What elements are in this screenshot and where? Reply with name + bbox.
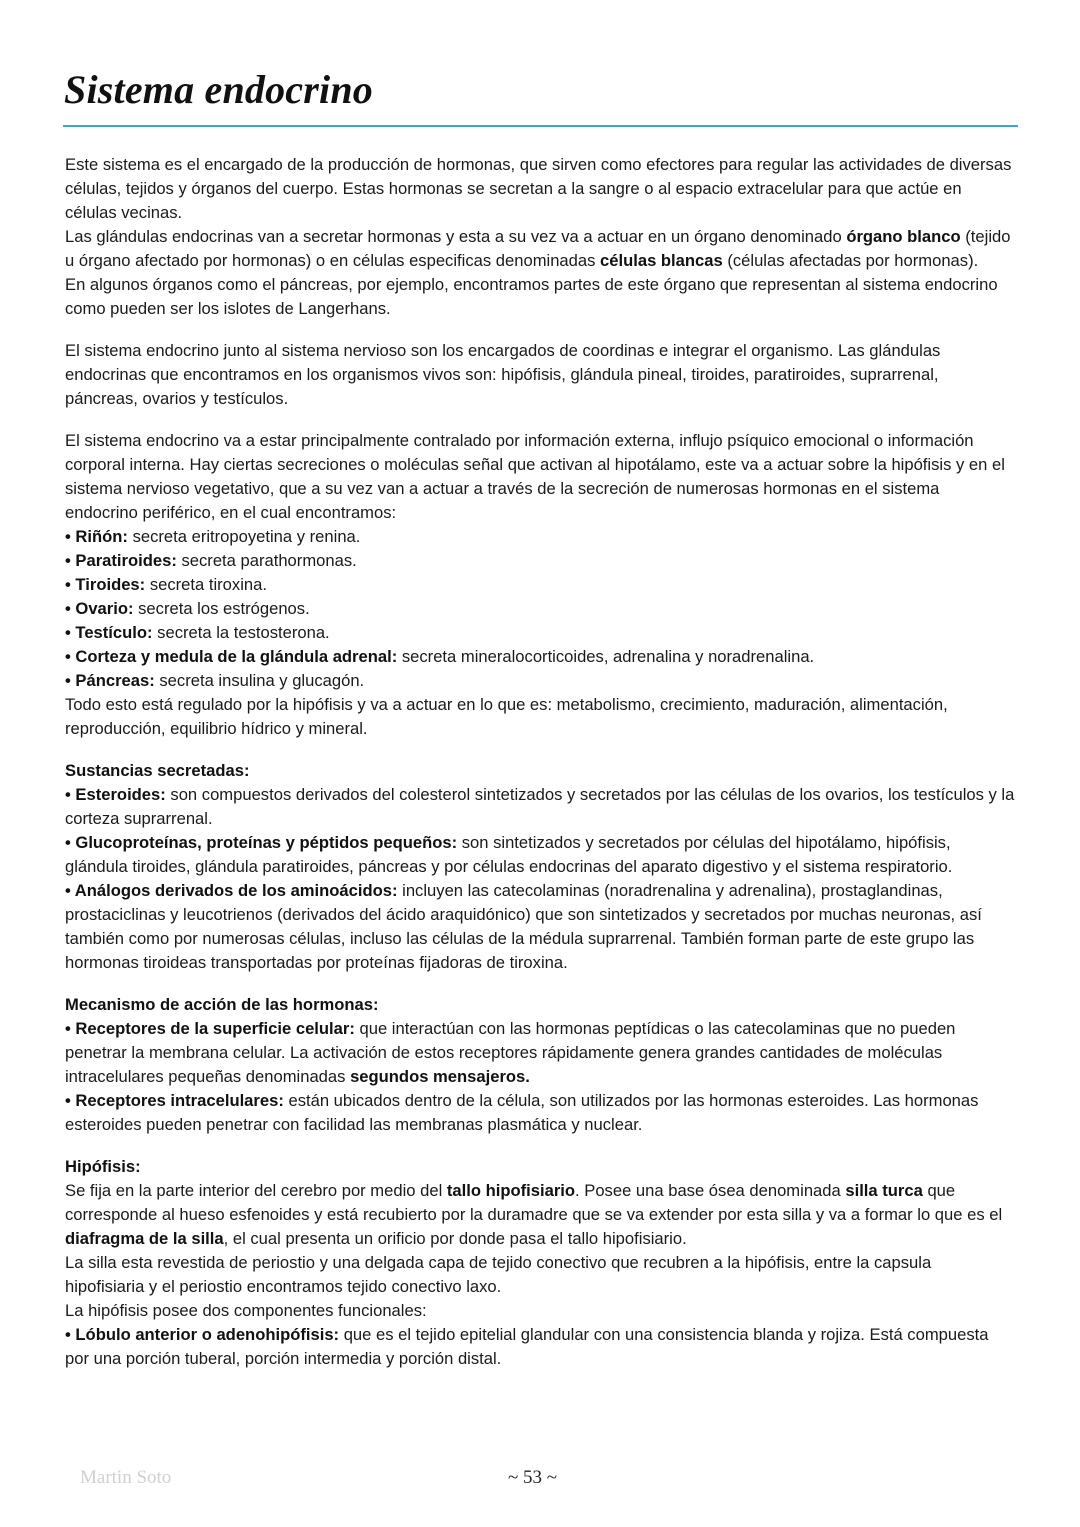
page-title: Sistema endocrino (64, 67, 373, 112)
document-body (65, 153, 1015, 1371)
section-heading-substances: Sustancias secretadas: (65, 761, 250, 780)
footer-author: Martin Soto (80, 1467, 172, 1488)
list-item: • Receptores intracelulares: están ubicados dentro de la célula, son utilizados por las hormonas esteroides. Las hormonas esteroides pueden penetrar con facilidad las membranas plasmática y nuclear. (65, 1091, 979, 1134)
term-organo-blanco: órgano blanco (846, 227, 961, 246)
term-celulas-blancas: células blancas (600, 251, 723, 270)
list-item: • Tiroides: secreta tiroxina. (65, 575, 267, 594)
section-heading-hypophysis: Hipófisis: (65, 1157, 141, 1176)
list-item: • Glucoproteínas, proteínas y péptidos pequeños: son sintetizados y secretados por células del hipotálamo, hipófisis, glándula tiroides, glándula paratiroides, páncreas y por células endocrinas del aparato digestivo y el sistema respiratorio. (65, 833, 953, 876)
section-heading-mechanism: Mecanismo de acción de las hormonas: (65, 995, 379, 1014)
list-item: • Testículo: secreta la testosterona. (65, 623, 330, 642)
list-item: • Riñón: secreta eritropoyetina y renina. (65, 527, 361, 546)
control-paragraph: El sistema endocrino va a estar principalmente contralado por información externa, influjo psíquico emocional o información corporal interna. Hay ciertas secreciones o moléculas señal que activan al hipotálamo, este va a actuar sobre la hipófisis y en el sistema nervioso vegetativo, que a su vez van a actuar a través de la secreción de numerosas hormonas en el sistema endocrino periférico, en el cual encontramos: (65, 431, 1005, 522)
list-item: • Análogos derivados de los aminoácidos: incluyen las catecolaminas (noradrenalina y adrenalina), prostaglandinas, prostaciclinas y leucotrienos (derivados del ácido araquidónico) que son sintetizados y secretados por muchas neuronas, así también como por numerosas células, incluso las células de la médula suprarrenal. También forman parte de este grupo las hormonas tiroideas transportadas por proteínas fijadoras de tiroxina. (65, 881, 982, 972)
title-underline (63, 125, 1018, 127)
list-item: • Paratiroides: secreta parathormonas. (65, 551, 357, 570)
list-item: • Páncreas: secreta insulina y glucagón. (65, 671, 365, 690)
intro-paragraph-1: Este sistema es el encargado de la producción de hormonas, que sirven como efectores para regular las actividades de diversas células, tejidos y órganos del cuerpo. Estas hormonas se secretan a la sangre o al espacio extracelular para que actúe en células vecinas. (65, 155, 1012, 222)
control-summary: Todo esto está regulado por la hipófisis y va a actuar en lo que es: metabolismo, crecimiento, maduración, alimentación, reproducción, equilibrio hídrico y mineral. (65, 695, 948, 738)
nervous-paragraph: El sistema endocrino junto al sistema nervioso son los encargados de coordinas e integrar el organismo. Las glándulas endocrinas que encontramos en los organismos vivos son: hipófisis, glándula pineal, tiroides, paratiroides, suprarrenal, páncreas, ovarios y testículos. (65, 341, 941, 408)
intro-paragraph-2: Las glándulas endocrinas van a secretar hormonas y esta a su vez va a actuar en un órgano denominado órgano blanco (tejido u órgano afectado por hormonas) o en células especificas denominadas células blancas (células afectadas por hormonas). (65, 227, 1011, 270)
list-item: • Esteroides: son compuestos derivados del colesterol sintetizados y secretados por las células de los ovarios, los testículos y la corteza suprarrenal. (65, 785, 1015, 828)
page-number: ~ 53 ~ (508, 1467, 558, 1488)
hypophysis-paragraph-1: Se fija en la parte interior del cerebro por medio del tallo hipofisiario. Posee una base ósea denominada silla turca que corresponde al hueso esfenoides y está recubierto por la duramadre que se va extender por esta silla y va a formar lo que es el diafragma de la silla, el cual presenta un orificio por donde pasa el tallo hipofisiario. (65, 1181, 1003, 1248)
hypophysis-paragraph-2: La silla esta revestida de periostio y una delgada capa de tejido conectivo que recubren a la hipófisis, entre la capsula hipofisiaria y el periostio encontramos tejido conectivo laxo. (65, 1253, 932, 1296)
list-item: • Lóbulo anterior o adenohipófisis: que es el tejido epitelial glandular con una consistencia blanda y rojiza. Está compuesta por una porción tuberal, porción intermedia y porción distal. (65, 1325, 989, 1368)
intro-paragraph-3: En algunos órganos como el páncreas, por ejemplo, encontramos partes de este órgano que representan al sistema endocrino como pueden ser los islotes de Langerhans. (65, 275, 998, 318)
hypophysis-paragraph-3: La hipófisis posee dos componentes funcionales: (65, 1301, 427, 1320)
list-item: • Corteza y medula de la glándula adrenal: secreta mineralocorticoides, adrenalina y noradrenalina. (65, 647, 815, 666)
list-item: • Ovario: secreta los estrógenos. (65, 599, 310, 618)
list-item: • Receptores de la superficie celular: que interactúan con las hormonas peptídicas o las catecolaminas que no pueden penetrar la membrana celular. La activación de estos receptores rápidamente genera grandes cantidades de moléculas intracelulares pequeñas denominadas segundos mensajeros. (65, 1019, 956, 1086)
